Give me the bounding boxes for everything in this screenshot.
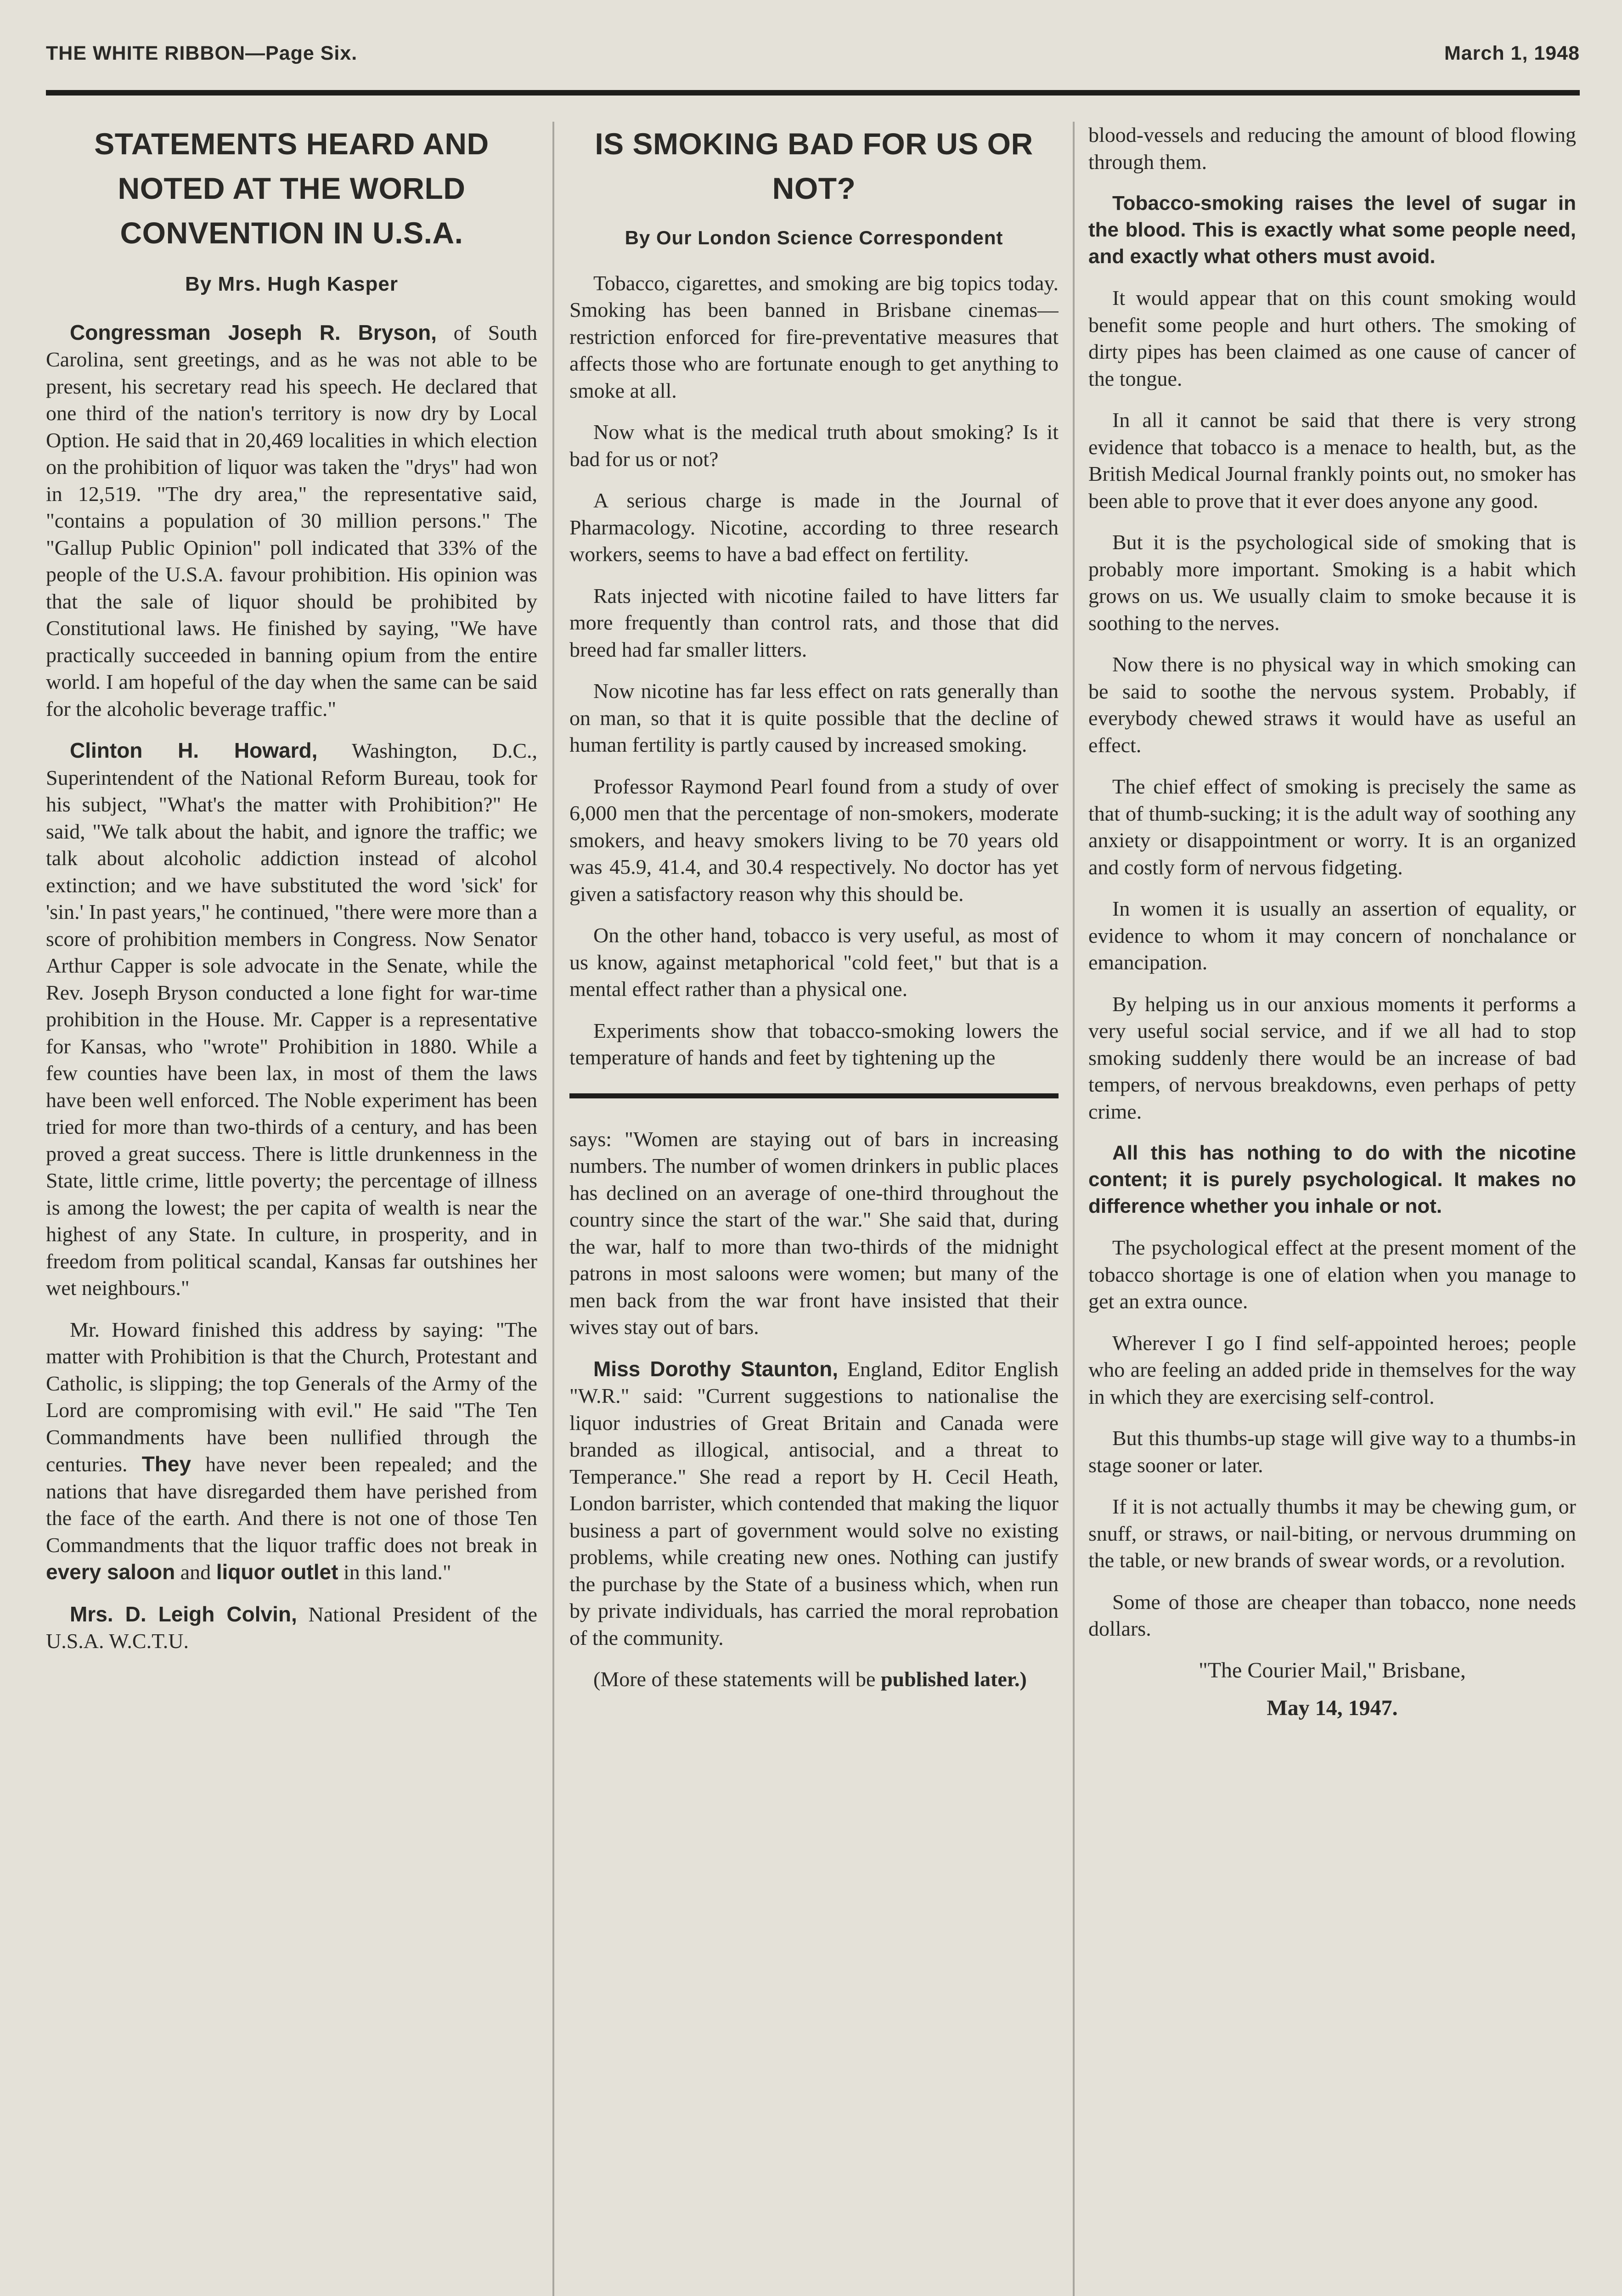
paragraph: In women it is usually an assertion of equality, or evidence to whom it may concern of nonchalance or emancipation. (1088, 897, 1576, 974)
paragraph: Tobacco, cigarettes, and smoking are big topics today. Smoking has been banned in Brisbane cinemas—restriction enforced for fire-preventative measures that affects those who are fortunate enough to get anything to smoke at all. (569, 271, 1059, 402)
paragraph: It would appear that on this count smoking would benefit some people and hurt others. The smoking of dirty pipes has been claimed as one cause of cancer of the tongue. (1088, 286, 1576, 390)
paragraph: Now nicotine has far less effect on rats generally than on man, so that it is quite possible that the decline of human fertility is partly caused by increased smoking. (569, 679, 1059, 756)
continued-note: (More of these statements will be published later.) (593, 1667, 1027, 1691)
bold-paragraph: Tobacco-smoking raises the level of sugar in the blood. This is exactly what some people need, and exactly what others must avoid. (1088, 192, 1576, 268)
column-divider (552, 122, 554, 2296)
article-2-title: IS SMOKING BAD FOR US OR NOT? (595, 127, 1033, 205)
paragraph: The psychological effect at the present moment of the tobacco shortage is one of elation when you manage to get an extra ounce. (1088, 1236, 1576, 1313)
column-3 (1088, 122, 1576, 2296)
paragraph: Some of those are cheaper than tobacco, none needs dollars. (1088, 1590, 1576, 1640)
paragraph: If it is not actually thumbs it may be chewing gum, or snuff, or straws, or nail-biting, or nervous drumming on the table, or new brands of swear words, or a revolution. (1088, 1495, 1576, 1572)
column-divider (1073, 122, 1075, 2296)
paragraph: Miss Dorothy Staunton, England, Editor English "W.R." said: "Current suggestions to nationalise the liquor industries of Great Britain and Canada were branded as illogical, antisocial, and a threat to Temperance." She read a report by H. Cecil Heath, London barrister, which contended that making the liquor business a part of government would solve no existing problems, while creating new ones. Nothing can justify the purchase by the State of a business which, when run by private individuals, has carried the moral reprobation of the community. (569, 1356, 1059, 1649)
paragraph: On the other hand, tobacco is very useful, as most of us know, against metaphorical "cold feet," but that is a mental effect rather than a physical one. (569, 923, 1059, 1001)
paragraph: Mr. Howard finished this address by saying: "The matter with Prohibition is that the Church, Protestant and Catholic, is slipping; the top Generals of the Army of the Lord are compromising with evil." He said "The Ten Commandments have been nullified through the centuries. They have never been repealed; and the nations that have disregarded them have perished from the face of the earth. And there is not one of those Ten Commandments that the liquor traffic does not break in every saloon and liquor outlet in this land." (46, 1317, 537, 1584)
speaker-name: Mrs. D. Leigh Colvin, (70, 1602, 297, 1626)
paragraph: Rats injected with nicotine failed to have litters far more frequently than control rats, and those that did breed had far smaller litters. (569, 584, 1059, 661)
column-1 (46, 122, 537, 2296)
section-divider (569, 1093, 1059, 1098)
paragraph: But it is the psychological side of smoking that is probably more important. Smoking is a habit which grows on us. We usually claim to smoke because it is soothing to the nerves. (1088, 530, 1576, 635)
speaker-name: Congressman Joseph R. Bryson, (70, 320, 437, 344)
paragraph: Mrs. D. Leigh Colvin, National President of the U.S.A. W.C.T.U. (46, 1602, 537, 1653)
source-date: May 14, 1947. (1267, 1696, 1398, 1720)
paragraph: Wherever I go I find self-appointed heroes; people who are feeling an added pride in themselves for the way in which they are exercising self-control. (1088, 1331, 1576, 1408)
paragraph: The chief effect of smoking is precisely the same as that of thumb-sucking; it is the adult way of soothing any anxiety or disappointment or worry. It is an organized and costly form of nervous fidgeting. (1088, 775, 1576, 879)
paragraph: Clinton H. Howard, Washington, D.C., Superintendent of the National Reform Bureau, took for his subject, "What's the matter with Prohibition?" He said, "We talk about the habit, and ignore the traffic; we talk about alcoholic addiction instead of alcohol extinction; and we have substituted the word 'sick' for 'sin.' In past years," he continued, "there were more than a score of prohibition members in Congress. Now Senator Arthur Capper is sole advocate in the Senate, while the Rev. Joseph Bryson conducted a lone fight for war-time prohibition in the House. Mr. Capper is a representative for Kansas, who "wrote" Prohibition in 1880. While a few counties have been lax, in most of them the laws have been well enforced. The Noble experiment has been tried for more than two-thirds of a century, and has been proved a great success. There is little drunkenness in the State, little crime, little poverty; the percentage of illness is among the lowest; the per capita of wealth is near the highest of any State. In culture, in prosperity, and in freedom from political scandal, Kansas far outshines her wet neighbours." (46, 738, 537, 1300)
paragraph: In all it cannot be said that there is very strong evidence that tobacco is a menace to health, but, as the British Medical Journal frankly points out, no smoker has been able to prove that it ever does anyone any good. (1088, 408, 1576, 512)
column-2 (569, 122, 1059, 2296)
paragraph: By helping us in our anxious moments it performs a very useful social service, and if we all had to stop smoking suddenly there would be an increase of bad tempers, of nervous breakdowns, even perhaps of petty crime. (1088, 992, 1576, 1123)
page-header (46, 42, 1580, 74)
speaker-name: Miss Dorothy Staunton, (593, 1356, 838, 1381)
paragraph: says: "Women are staying out of bars in increasing numbers. The number of women drinkers in public places has declined on an average of one-third throughout the country since the start of the war." She said that, during the war, half to more than two-thirds of the midnight patrons in most saloons were women; but many of the men back from the war front have insisted that their wives stay out of bars. (569, 1127, 1059, 1339)
paragraph: A serious charge is made in the Journal of Pharmacology. Nicotine, according to three research workers, seems to have a bad effect on fertility. (569, 489, 1059, 566)
page-header-title: THE WHITE RIBBON—Page Six. (46, 42, 358, 64)
article-1-title: STATEMENTS HEARD AND NOTED AT THE WORLD CONVENTION IN U.S.A. (94, 127, 489, 250)
article-2-byline: By Our London Science Correspondent (625, 227, 1003, 248)
header-rule (46, 90, 1580, 96)
speaker-name: Clinton H. Howard, (70, 738, 318, 762)
page-header-date: March 1, 1948 (1444, 42, 1580, 64)
source-credit: "The Courier Mail," Brisbane, (1199, 1658, 1466, 1683)
paragraph: Professor Raymond Pearl found from a study of over 6,000 men that the percentage of non-smokers, moderate smokers, and heavy smokers living to be 70 years old was 45.9, 41.4, and 30.4 respectively. No doctor has yet given a satisfactory reason why this should be. (569, 774, 1059, 906)
paragraph: Now what is the medical truth about smoking? Is it bad for us or not? (569, 420, 1059, 471)
article-1-byline: By Mrs. Hugh Kasper (185, 273, 398, 295)
paragraph: But this thumbs-up stage will give way to a thumbs-in stage sooner or later. (1088, 1426, 1576, 1477)
paragraph: Now there is no physical way in which smoking can be said to soothe the nervous system. Probably, if everybody chewed straws it would have as useful an effect. (1088, 653, 1576, 757)
paragraph: Congressman Joseph R. Bryson, of South Carolina, sent greetings, and as he was not able to be present, his secretary read his speech. He declared that one third of the nation's territory is now dry by Local Option. He said that in 20,469 localities in which election on the prohibition of liquor was taken the "drys" had won in 12,519. "The dry area," the representative said, "contains a population of 30 million persons." The "Gallup Public Opinion" poll indicated that 33% of the people of the U.S.A. favour prohibition. His opinion was that the sale of liquor should be prohibited by Constitutional laws. He finished by saying, "We have practically succeeded in banning opium from the entire world. I am hopeful of the day when the same can be said for the alcoholic beverage traffic." (46, 320, 537, 720)
paragraph: blood-vessels and reducing the amount of blood flowing through them. (1088, 123, 1576, 174)
bold-paragraph: All this has nothing to do with the nicotine content; it is purely psychological. It makes no difference whether you inhale or not. (1088, 1142, 1576, 1217)
paragraph: Experiments show that tobacco-smoking lowers the temperature of hands and feet by tightening up the (569, 1019, 1059, 1069)
